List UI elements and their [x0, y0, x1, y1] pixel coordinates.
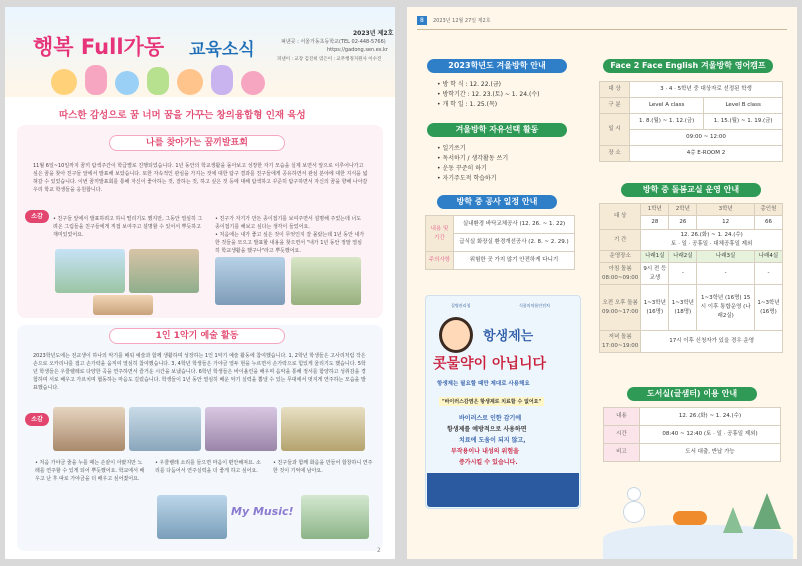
- english-date-b: 1. 15.(월) ~ 1. 19.(금): [704, 114, 783, 130]
- school-url: https://gadong.sen.es.kr: [327, 47, 388, 53]
- construction-head-content: 내용 및 기간: [426, 216, 454, 252]
- english-camp-table: [599, 81, 783, 162]
- poster-body-4: 부작용이나 내성의 위험을: [451, 448, 519, 455]
- care-morning-3: -: [697, 263, 755, 285]
- my-music-sign: My Music!: [231, 505, 294, 518]
- poster-logo-kdca: 질병관리청: [451, 303, 471, 308]
- section2-comment-2: • 우쿨렐레 소리를 들으면 마음이 편안해져요. 소리를 다듬어서 연주실력을 더 좋게 하고 싶어요.: [155, 460, 261, 474]
- care-col-4: 총인원: [754, 204, 782, 216]
- english-time: 09:00 ~ 12:00: [630, 130, 783, 146]
- right-page: [407, 7, 797, 559]
- construction-work-2: 급식실 화장실 환경개선공사 (2. 8. ~ 2. 29.): [454, 234, 575, 252]
- care-col-3: 3학년: [697, 204, 755, 216]
- care-day-head: 오전 오후 돌봄 09:00~17:00: [600, 285, 641, 331]
- care-day-2: 1~3학년 (18명): [669, 285, 697, 331]
- care-day-4: 1~3학년 (16명): [754, 285, 782, 331]
- poster-body-1: 바이러스로 인한 감기에: [459, 415, 522, 422]
- construction-title: 방학 중 공사 일정 안내: [437, 195, 557, 209]
- issue-number: 2023년 제2호: [353, 30, 394, 37]
- care-evening-head: 저녁 돌봄 17:00~19:00: [600, 331, 641, 353]
- editor-info: 펴낸이 : 교장 김진희 엮은이 : 교무행정지원사 이수진: [277, 57, 382, 62]
- masthead-subtitle: 교육소식: [189, 40, 255, 60]
- section1-comment-2: • 친구가 자기가 만든 종이접기를 보여주면서 설명해 주었는데 너도 종이접기를 해보고 싶다는 생각이 들었어요.: [215, 216, 362, 230]
- section1-title: 나를 찾아가는 꿈끼발표회: [109, 135, 285, 151]
- left-page-number: 2: [377, 547, 381, 554]
- free-activity-title: 겨울방학 자유선택 활동: [427, 123, 567, 137]
- free-item-1: • 일기쓰기: [437, 145, 466, 152]
- photo-instrument-5: [157, 495, 227, 539]
- care-morning-1: 9시 전 등교생: [641, 263, 669, 285]
- construction-work-1: 실내환경 바닥교체공사 (12. 26. ~ 1. 22): [454, 216, 575, 234]
- photo-presentation-1: [55, 249, 125, 293]
- section2-intro: 2023학년도에는 전교생이 하나의 악기를 배워 예술과 함께 생활하며 성장하는 1인 1악기 예술 활동에 참여했습니다. 1, 2학년 학생들은 고사리처럼 작은 손으로 오카리나를 접고 손가락을 움직여 열심히 참여했습니다. 3, 4학년 학생들은 가야금 열두 현을 누르면서 손가락으로 힘있게 울리기도 했습니다. 5학년 학생들은 우쿨렐레로 다양한 곡을 연주하면서 즐거운 시간을 보냈습니다. 6학년 학생들은 바이올린을 배우며 음악을 통해 정서를 함양하고 성취감을 경험하며 서로 배우고 가르치며 협동하는 마음도 길렀습니다. 학생들이 1년 동안 열심히 배운 악기 실력을 뽐낼 수 있는 무대에서 멋지게 연주하는 모습을 발표했습니다.: [33, 353, 366, 391]
- care-room-3: 나래3실: [697, 251, 755, 263]
- care-head-period: 기 간: [600, 230, 641, 251]
- construction-table: [425, 215, 575, 270]
- photo-presentation-5: [93, 295, 153, 315]
- english-head-class: 구 분: [600, 98, 630, 114]
- section1-comment-3: • 처음에는 내가 좋고 싶은 것이 무엇인지 잘 몰랐는데 1년 동안 내가 한 것들을 모으고 발표할 내용을 찾으면서 "내가 1년 동안 정말 열심히 학교생활을 했구나"라고 뿌듯했어요.: [215, 232, 365, 254]
- library-note: 도서 대출, 반납 가능: [640, 444, 781, 462]
- english-head-date: 일 시: [600, 114, 630, 146]
- english-target: 3 · 4 · 5학년 중 대상자로 선정된 학생: [630, 82, 783, 98]
- care-target-2: 26: [669, 216, 697, 230]
- care-period-dates: 12. 26.(화) ~ 1. 24.(수): [680, 232, 743, 238]
- poster-headline-1: 항생제는: [483, 329, 534, 344]
- section1-comment-1: • 친구들 앞에서 발표하려고 하니 떨리기도 했지만, 그동안 열심히 그려온 그림들을 친구들에게 직접 보여주고 설명할 수 있어서 뿌듯하고 재미있었어요.: [53, 216, 203, 238]
- poster-body-3: 치료에 도움이 되지 않고,: [459, 437, 526, 444]
- winter-item-3: • 개 학 일 : 1. 25.(목): [437, 101, 498, 108]
- section1-badge: 소감: [25, 210, 49, 223]
- photo-presentation-2: [129, 249, 199, 293]
- tree-icon: [753, 493, 781, 529]
- poster-subtitle: "바이러스감염은 항생제로 치료할 수 없어요": [439, 397, 544, 406]
- english-level-a: Level A class: [630, 98, 704, 114]
- school-slogan: 따스한 감성으로 꿈 너머 꿈을 가꾸는 창의융합형 인재 육성: [59, 110, 306, 121]
- library-head-time: 시간: [604, 426, 640, 444]
- construction-head-caution: 주의사항: [426, 252, 454, 270]
- english-camp-title: Face 2 Face English 겨울방학 영어캠프: [603, 59, 773, 73]
- snowman-icon: [623, 501, 645, 523]
- library-table: [603, 407, 781, 462]
- english-place: 4층 E-ROOM 2: [630, 146, 783, 162]
- care-col-1: 1학년: [641, 204, 669, 216]
- care-head-room: 운영장소: [600, 251, 641, 263]
- masthead-title: 행복 Full가동: [33, 35, 165, 59]
- english-date-a: 1. 8.(월) ~ 1. 12.(금): [630, 114, 704, 130]
- care-table: [599, 203, 783, 353]
- library-title: 도서실(글샘터) 이용 안내: [627, 387, 757, 401]
- free-item-3: • 운동 꾸준히 하기: [437, 165, 487, 172]
- library-time: 08:40 ~ 12:40 (토 · 일 · 공휴일 제외): [640, 426, 781, 444]
- free-item-4: • 자기주도적 학습하기: [437, 175, 497, 182]
- english-head-place: 장 소: [600, 146, 630, 162]
- free-item-2: • 독서하기 / 생각활동 쓰기: [437, 155, 509, 162]
- care-period-note: 토 · 일 · 공휴일 · 대체공휴일 제외: [671, 241, 753, 247]
- care-col-2: 2학년: [669, 204, 697, 216]
- photo-instrument-3: [205, 407, 277, 451]
- care-morning-2: -: [669, 263, 697, 285]
- winter-illustration: [603, 467, 793, 559]
- kids-illustration: [51, 63, 271, 97]
- poster-child-illustration: [439, 317, 473, 353]
- care-room-2: 나래2실: [669, 251, 697, 263]
- care-target-3: 12: [697, 216, 755, 230]
- header-rule: [417, 29, 787, 30]
- poster-logo-mfds: 식품의약품안전처: [519, 303, 550, 308]
- section2-comment-3: • 친구들과 함께 화음을 만들어 합창하니 연주한 것이 기억에 남아요.: [273, 460, 373, 474]
- care-room-4: 나래4실: [754, 251, 782, 263]
- winter-item-1: • 방 학 식 : 12. 22.(금): [437, 81, 501, 88]
- poster-body-2: 항생제를 예방적으로 사용하면: [447, 426, 527, 433]
- care-period-cell: [641, 230, 783, 251]
- winter-item-2: • 방학기간 : 12. 23.(토) ~ 1. 24.(수): [437, 91, 540, 98]
- care-target-4: 66: [754, 216, 782, 230]
- photo-instrument-2: [129, 407, 201, 451]
- child-sledding-icon: [673, 511, 707, 525]
- construction-caution: 위험한 곳 가지 않기 안전하게 다니기: [454, 252, 575, 270]
- poster-headline-2: 콧물약이 아닙니다: [433, 356, 547, 372]
- care-room-1: 나래1실: [641, 251, 669, 263]
- library-head-note: 비고: [604, 444, 640, 462]
- care-morning-4: -: [754, 263, 782, 285]
- english-head-target: 대 상: [600, 82, 630, 98]
- care-head-target: 대 상: [600, 204, 641, 230]
- photo-presentation-4: [291, 257, 361, 305]
- english-level-b: Level B class: [704, 98, 783, 114]
- right-page-number: 8: [417, 16, 427, 25]
- section2-comment-1: • 처음 가야금 줄을 누를 때는 손끝이 아팠지만 노래를 연주할 수 있게 되어 뿌듯했어요. 학교에서 배우고 난 후 따로 가야금을 더 배우고 싶어졌어요.: [35, 460, 145, 482]
- poster-headline-3: 항생제는 필요할 때만 제대로 사용해요: [437, 381, 530, 387]
- library-period: 12. 26.(화) ~ 1. 24.(수): [640, 408, 781, 426]
- winter-vacation-title: 2023학년도 겨울방학 안내: [427, 59, 567, 73]
- care-day-1: 1~3학년 (16명): [641, 285, 669, 331]
- care-morning-head: 아침 돌봄 08:00~09:00: [600, 263, 641, 285]
- right-page-header: 2023년 12월 27일 제2호: [433, 18, 491, 24]
- photo-instrument-1: [53, 407, 125, 451]
- care-day-3: 1~3학년 (16명) 15시 이후 통합운영 (나래2실): [697, 285, 755, 331]
- section1-intro: 11월 6일~10일까지 꿈끼 탐색주간이 학급별로 진행되었습니다. 1년 동안의 학교생활을 돌아보고 성장한 자기 모습을 실제 보면서 앞으로 이루어나가고 싶은 꿈을 찾아 친구들 앞에서 발표해 보았습니다. 또한 자속적인 관심을 가지는 것에 대한 탐구 결과를 친구들에게 공유하면서 관심 분야에 대한 지식을 넓혀갈 수 있었습니다. 이번 꿈끼발표회를 통해 자신이 좋아하는 것, 잘하는 것, 하고 싶은 것 등에 대해 탐색하고 꾸준히 탐구하면서 자신의 꿈을 향해 나아갈 우리 학교 학생들을 응원합니다.: [33, 163, 368, 193]
- section2-badge: 소감: [25, 413, 49, 426]
- care-target-1: 28: [641, 216, 669, 230]
- photo-instrument-4: [281, 407, 365, 451]
- library-head-period: 내용: [604, 408, 640, 426]
- poster-body-5: 증가시킬 수 있습니다.: [459, 459, 518, 466]
- publisher-info: 펴낸곳 : 서울가동초등학교(TEL 02-448-5766): [281, 39, 386, 45]
- poster-footer-bar: [427, 473, 579, 507]
- section2-title: 1인 1악기 예술 활동: [109, 328, 285, 344]
- left-page: [5, 7, 395, 559]
- photo-presentation-3: [215, 257, 285, 305]
- care-evening: 17시 이후 신청자가 있을 경우 운영: [641, 331, 783, 353]
- photo-instrument-6: [301, 495, 369, 539]
- care-title: 방학 중 돌봄교실 운영 안내: [621, 183, 761, 197]
